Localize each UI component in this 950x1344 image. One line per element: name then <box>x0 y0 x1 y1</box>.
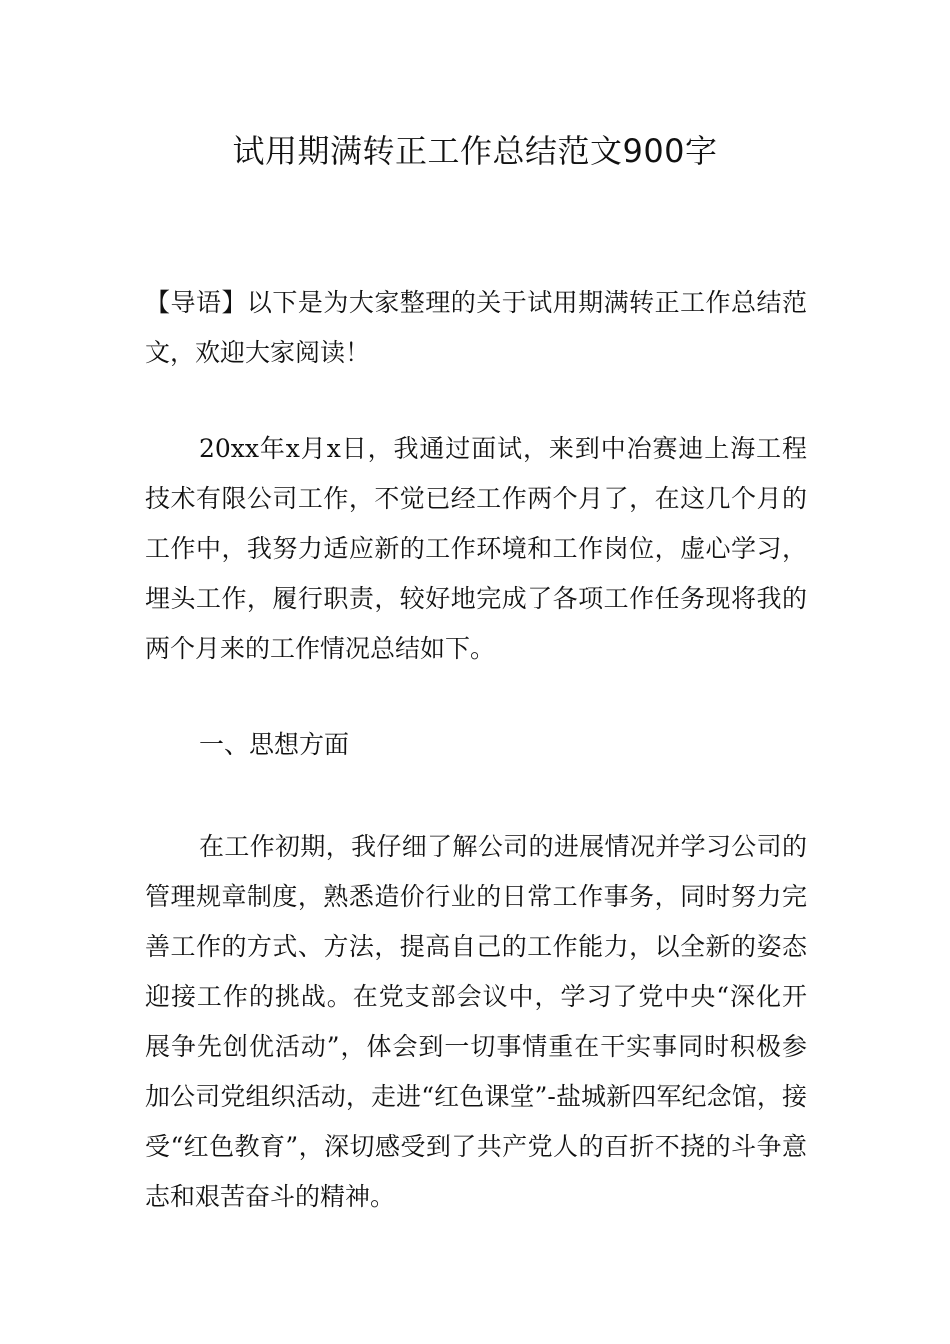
lead-paragraph: 【导语】以下是为大家整理的关于试用期满转正工作总结范文，欢迎大家阅读！ <box>145 288 807 367</box>
section-heading: 一、思想方面 <box>199 730 350 759</box>
body-paragraph-intro: 20xx年x月x日，我通过面试，来到中冶赛迪上海工程技术有限公司工作，不觉已经工作两个月了，在这几个月的工作中，我努力适应新的工作环境和工作岗位，虚心学习，埋头工作，履行职责，较好地完成了各项工作任务现将我的两个月来的工作情况总结如下。 <box>145 434 807 663</box>
body-paragraph-thought: 在工作初期，我仔细了解公司的进展情况并学习公司的管理规章制度，熟悉造价行业的日常工作事务，同时努力完善工作的方式、方法，提高自己的工作能力，以全新的姿态迎接工作的挑战。在党支部会议中，学习了党中央“深化开展争先创优活动”，体会到一切事情重在干实事同时积极参加公司党组织活动，走进“红色课堂”-盐城新四军纪念馆，接受“红色教育”，深切感受到了共产党人的百折不挠的斗争意志和艰苦奋斗的精神。 <box>145 832 807 1211</box>
document-title: 试用期满转正工作总结范文900字 <box>232 132 718 170</box>
